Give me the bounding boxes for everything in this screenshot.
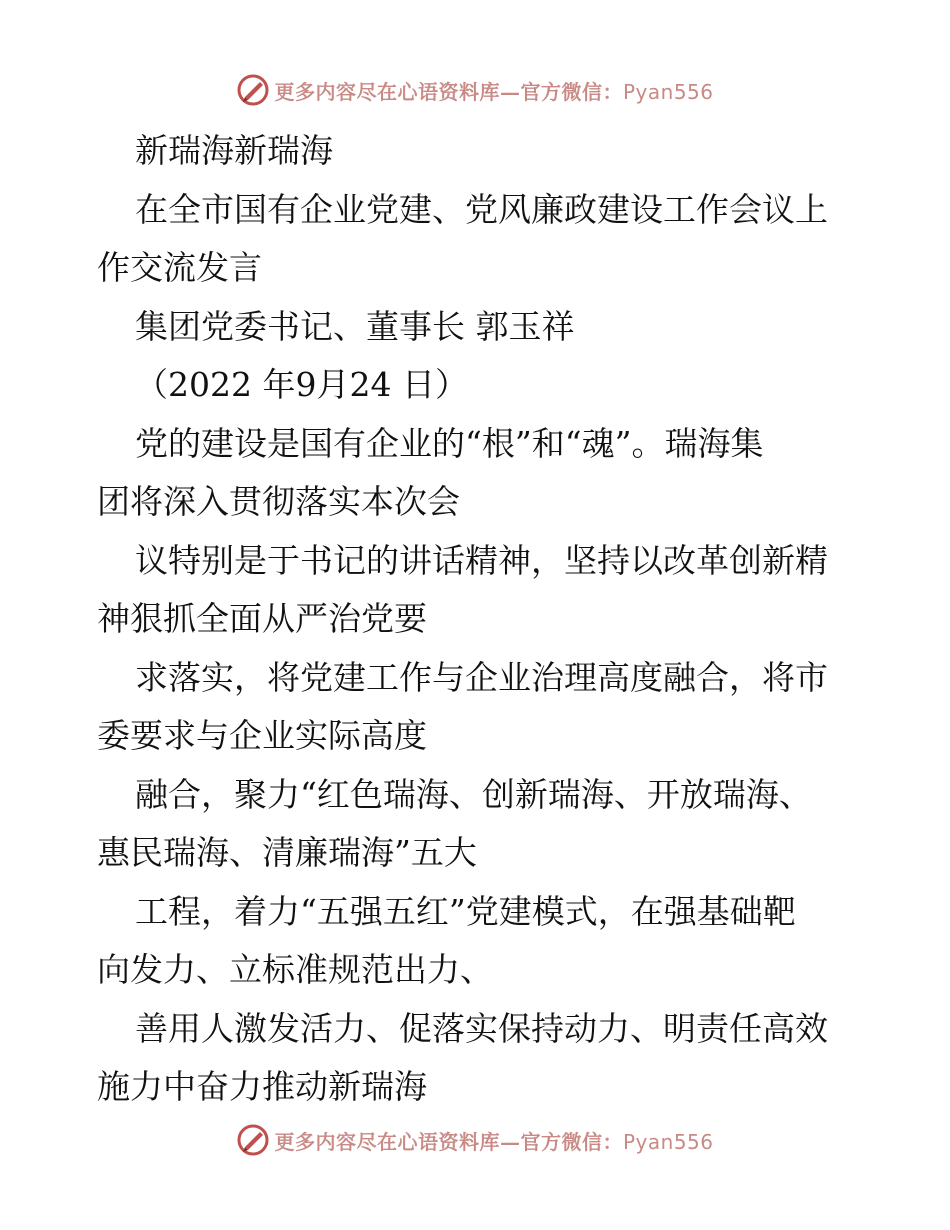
doc-title: 新瑞海新瑞海 — [135, 131, 333, 170]
doc-subtitle-line-2: 作交流发言 — [97, 248, 262, 287]
header-watermark — [0, 70, 950, 110]
document-body — [97, 122, 857, 1117]
paragraph-line: 融合，聚力“红色瑞海、创新瑞海、开放瑞海、 — [135, 774, 812, 814]
footer-watermark — [0, 1120, 950, 1160]
paragraph-line: 党的建设是国有企业的“根”和“魂”。瑞海集 — [135, 423, 764, 463]
watermark-text: 更多内容尽在心语资料库—官方微信：Pyan556 — [274, 79, 714, 104]
paragraph-line: 团将深入贯彻落实本次会 — [97, 482, 460, 521]
watermark-text: 更多内容尽在心语资料库—官方微信：Pyan556 — [274, 1129, 714, 1154]
paragraph-line: 工程，着力“五强五红”党建模式，在强基础靶 — [135, 891, 796, 931]
doc-subtitle-line-1: 在全市国有企业党建、党风廉政建设工作会议上 — [135, 189, 828, 229]
paragraph-line: 神狠抓全面从严治党要 — [97, 599, 427, 638]
paragraph-line: 议特别是于书记的讲话精神，坚持以改革创新精 — [135, 540, 828, 580]
date-line: （2022 年9月24 日） — [135, 365, 468, 404]
paragraph-line: 向发力、立标准规范出力、 — [97, 950, 493, 989]
paragraph-line: 善用人激发活力、促落实保持动力、明责任高效 — [135, 1008, 828, 1048]
pen-logo-icon — [236, 1123, 270, 1157]
paragraph-line: 施力中奋力推动新瑞海 — [97, 1067, 427, 1106]
author-line: 集团党委书记、董事长 郭玉祥 — [135, 306, 575, 346]
paragraph-line: 委要求与企业实际高度 — [97, 716, 427, 755]
paragraph-line: 惠民瑞海、清廉瑞海”五大 — [97, 833, 477, 872]
pen-logo-icon — [236, 73, 270, 107]
paragraph-line: 求落实，将党建工作与企业治理高度融合，将市 — [135, 657, 828, 697]
